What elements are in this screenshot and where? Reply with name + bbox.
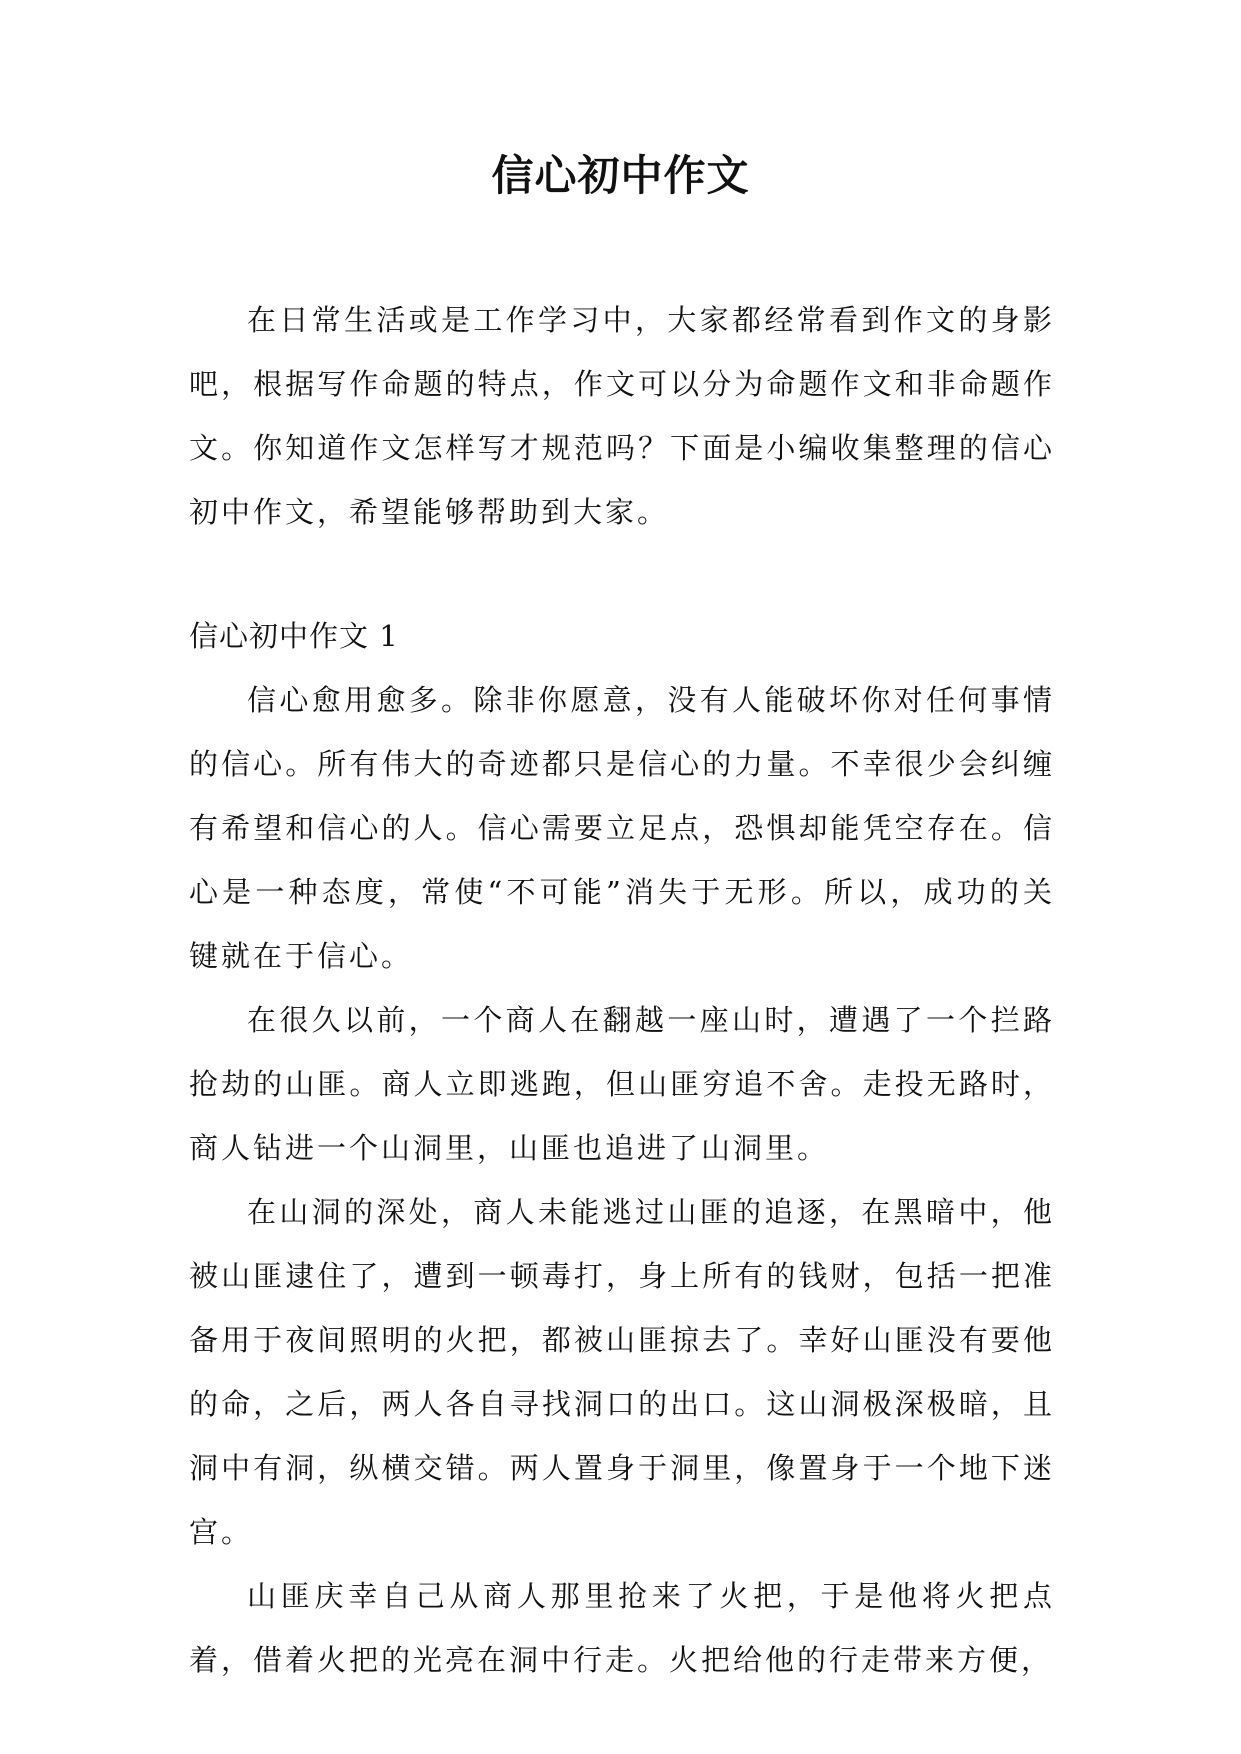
section-heading: 信心初中作文 1: [189, 619, 399, 653]
document-body: [189, 288, 1055, 1692]
body-paragraph-3: 在山洞的深处，商人未能逃过山匪的追逐，在黑暗中，他被山匪逮住了，遭到一顿毒打，身上所有的钱财，包括一把准备用于夜间照明的火把，都被山匪掠去了。幸好山匪没有要他的命，之后，两人各自寻找洞口的出口。这山洞极深极暗，且洞中有洞，纵横交错。两人置身于洞里，像置身于一个地下迷宫。: [189, 1195, 1055, 1549]
document-title: 信心初中作文: [491, 151, 750, 200]
body-paragraph-4: 山匪庆幸自己从商人那里抢来了火把，于是他将火把点着，借着火把的光亮在洞中行走。火把给他的行走带来方便，: [189, 1579, 1055, 1677]
intro-paragraph: 在日常生活或是工作学习中，大家都经常看到作文的身影吧，根据写作命题的特点，作文可以分为命题作文和非命题作文。你知道作文怎样写才规范吗？下面是小编收集整理的信心初中作文，希望能够帮助到大家。: [189, 303, 1055, 529]
body-paragraph-1: 信心愈用愈多。除非你愿意，没有人能破坏你对任何事情的信心。所有伟大的奇迹都只是信心的力量。不幸很少会纠缠有希望和信心的人。信心需要立足点，恐惧却能凭空存在。信心是一种态度，常使“不可能”消失于无形。所以，成功的关键就在于信心。: [189, 683, 1055, 973]
body-paragraph-2: 在很久以前，一个商人在翻越一座山时，遭遇了一个拦路抢劫的山匪。商人立即逃跑，但山匪穷追不舍。走投无路时，商人钻进一个山洞里，山匪也追进了山洞里。: [189, 1003, 1055, 1165]
